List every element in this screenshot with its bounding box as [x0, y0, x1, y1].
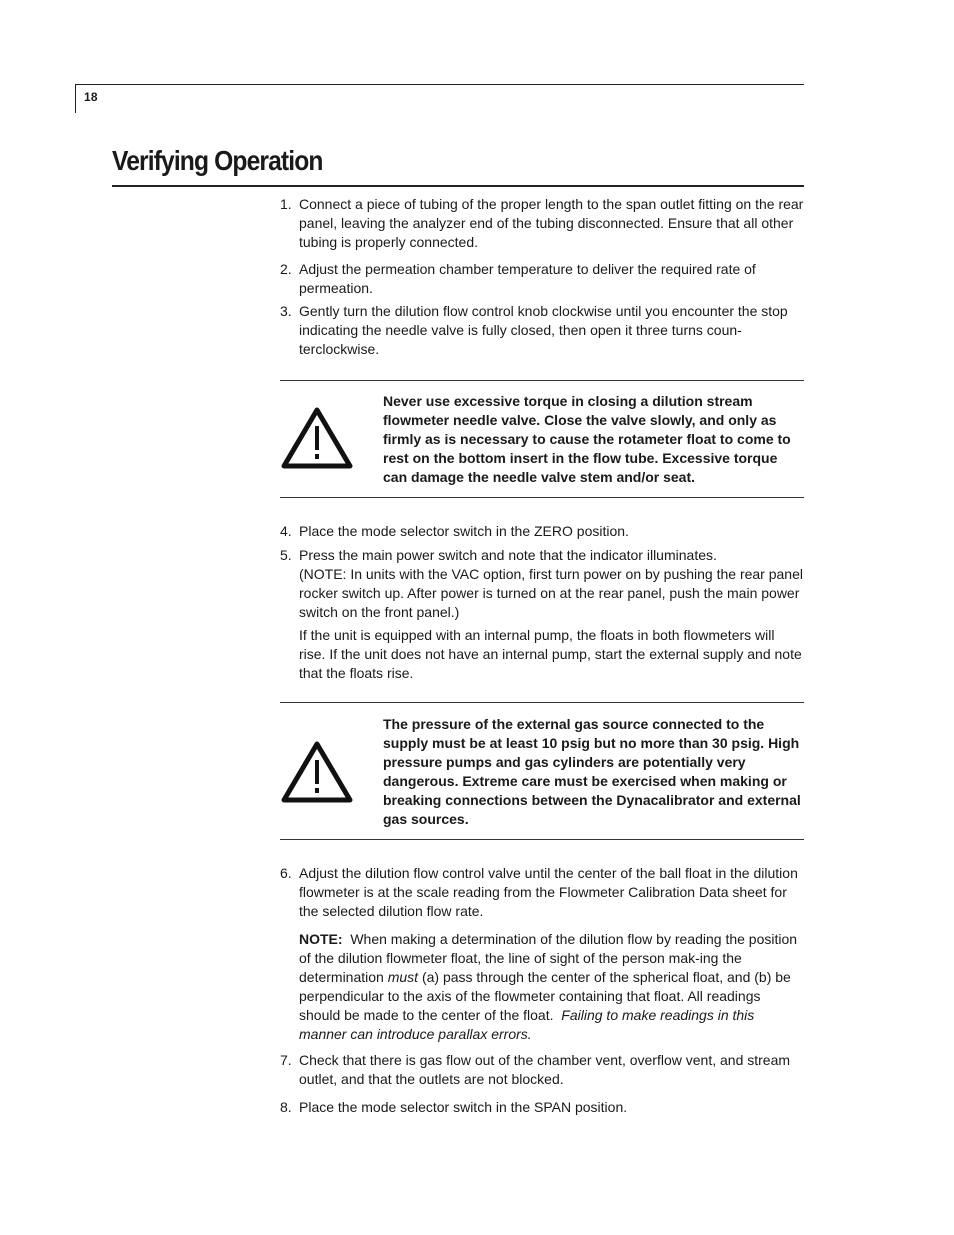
step-text: Gently turn the dilution flow control knob clockwise until you encounter the stop indicating the needle valve is fully closed, then open it three turns coun-terclockwise. [299, 303, 788, 357]
step-number: 7. [280, 1052, 292, 1068]
step-text: Adjust the dilution flow control valve until the center of the ball float in the dilution flowmeter is at the scale reading from the Flowmeter Calibration Data sheet for the selected dilution flow rate. [299, 865, 798, 919]
warning-box [280, 702, 804, 840]
step-number: 1. [280, 196, 292, 212]
step-text: Connect a piece of tubing of the proper length to the span outlet fitting on the rear panel, leaving the analyzer end of the tubing disconnected. Ensure that all other tubing is properly connected. [299, 196, 804, 250]
step-text: Place the mode selector switch in the SPAN position. [299, 1099, 628, 1115]
note-text-cont: (a) pass through the center of the spherical float, and (b) be perpendicular to the axis of the flowmeter containing that float. All readings should be made to the center of the float. [299, 969, 791, 1023]
step-text: Check that there is gas flow out of the chamber vent, overflow vent, and stream outlet, and that the outlets are not blocked. [299, 1052, 791, 1087]
warning-box [280, 380, 804, 498]
step-number: 3. [280, 303, 292, 319]
note-emphasis: must [387, 969, 419, 985]
header-rule [75, 84, 804, 85]
list-item-step-4 [280, 522, 804, 541]
list-item-step-7 [280, 1051, 804, 1089]
step-note [299, 930, 804, 1044]
step-note: (NOTE: In units with the VAC option, first turn power on by pushing the rear panel rocker switch up. After power is turned on at the rear panel, push the main power switch on the front panel.) [299, 566, 803, 620]
list-item-step-6 [280, 864, 804, 1044]
warning-text: The pressure of the external gas source connected to the supply must be at least 10 psig but no more than 30 psig. High pressure pumps and gas cylinders are potentially very dangerous. Extreme care must be exercised when making or breaking connections between the Dynacalibrator and external gas sources. [383, 716, 801, 827]
step-number: 5. [280, 547, 292, 563]
list-item-step-3 [280, 302, 804, 359]
page-title: Verifying Operation [112, 145, 323, 176]
step-text: Place the mode selector switch in the ZERO position. [299, 523, 629, 539]
note-italic: Failing to make readings in this manner can introduce parallax errors. [299, 1007, 755, 1042]
step-number: 8. [280, 1099, 292, 1115]
note-label: NOTE: [299, 931, 343, 947]
list-item-step-2 [280, 260, 804, 298]
warning-triangle-icon [281, 740, 353, 809]
step-number: 4. [280, 523, 292, 539]
header-side-rule [75, 84, 76, 113]
warning-text: Never use excessive torque in closing a dilution stream flowmeter needle valve. Close the valve slowly, and only as firmly as is necessary to cause the rotameter float to come to rest on the bottom insert in the flow tube. Excessive torque can damage the needle valve stem and/or seat. [383, 393, 791, 485]
step-number: 2. [280, 261, 292, 277]
note-text: When making a determination of the dilution flow by reading the position of the dilution flowmeter float, the line of sight of the person mak-ing the determination [299, 931, 798, 985]
list-item-step-8 [280, 1098, 804, 1117]
step-number: 6. [280, 865, 292, 881]
step-extra-text: If the unit is equipped with an internal pump, the floats in both flowmeters will rise. If the unit does not have an internal pump, start the external supply and note that the floats rise. [299, 627, 802, 681]
title-rule [112, 185, 804, 187]
list-item-step-1 [280, 195, 804, 252]
page-number: 18 [84, 90, 98, 104]
warning-triangle-icon [281, 406, 353, 475]
list-item-step-5 [280, 546, 804, 683]
step-text: Press the main power switch and note that the indicator illuminates. [299, 547, 717, 563]
step-text: Adjust the permeation chamber temperature to deliver the required rate of permeation. [299, 261, 756, 296]
